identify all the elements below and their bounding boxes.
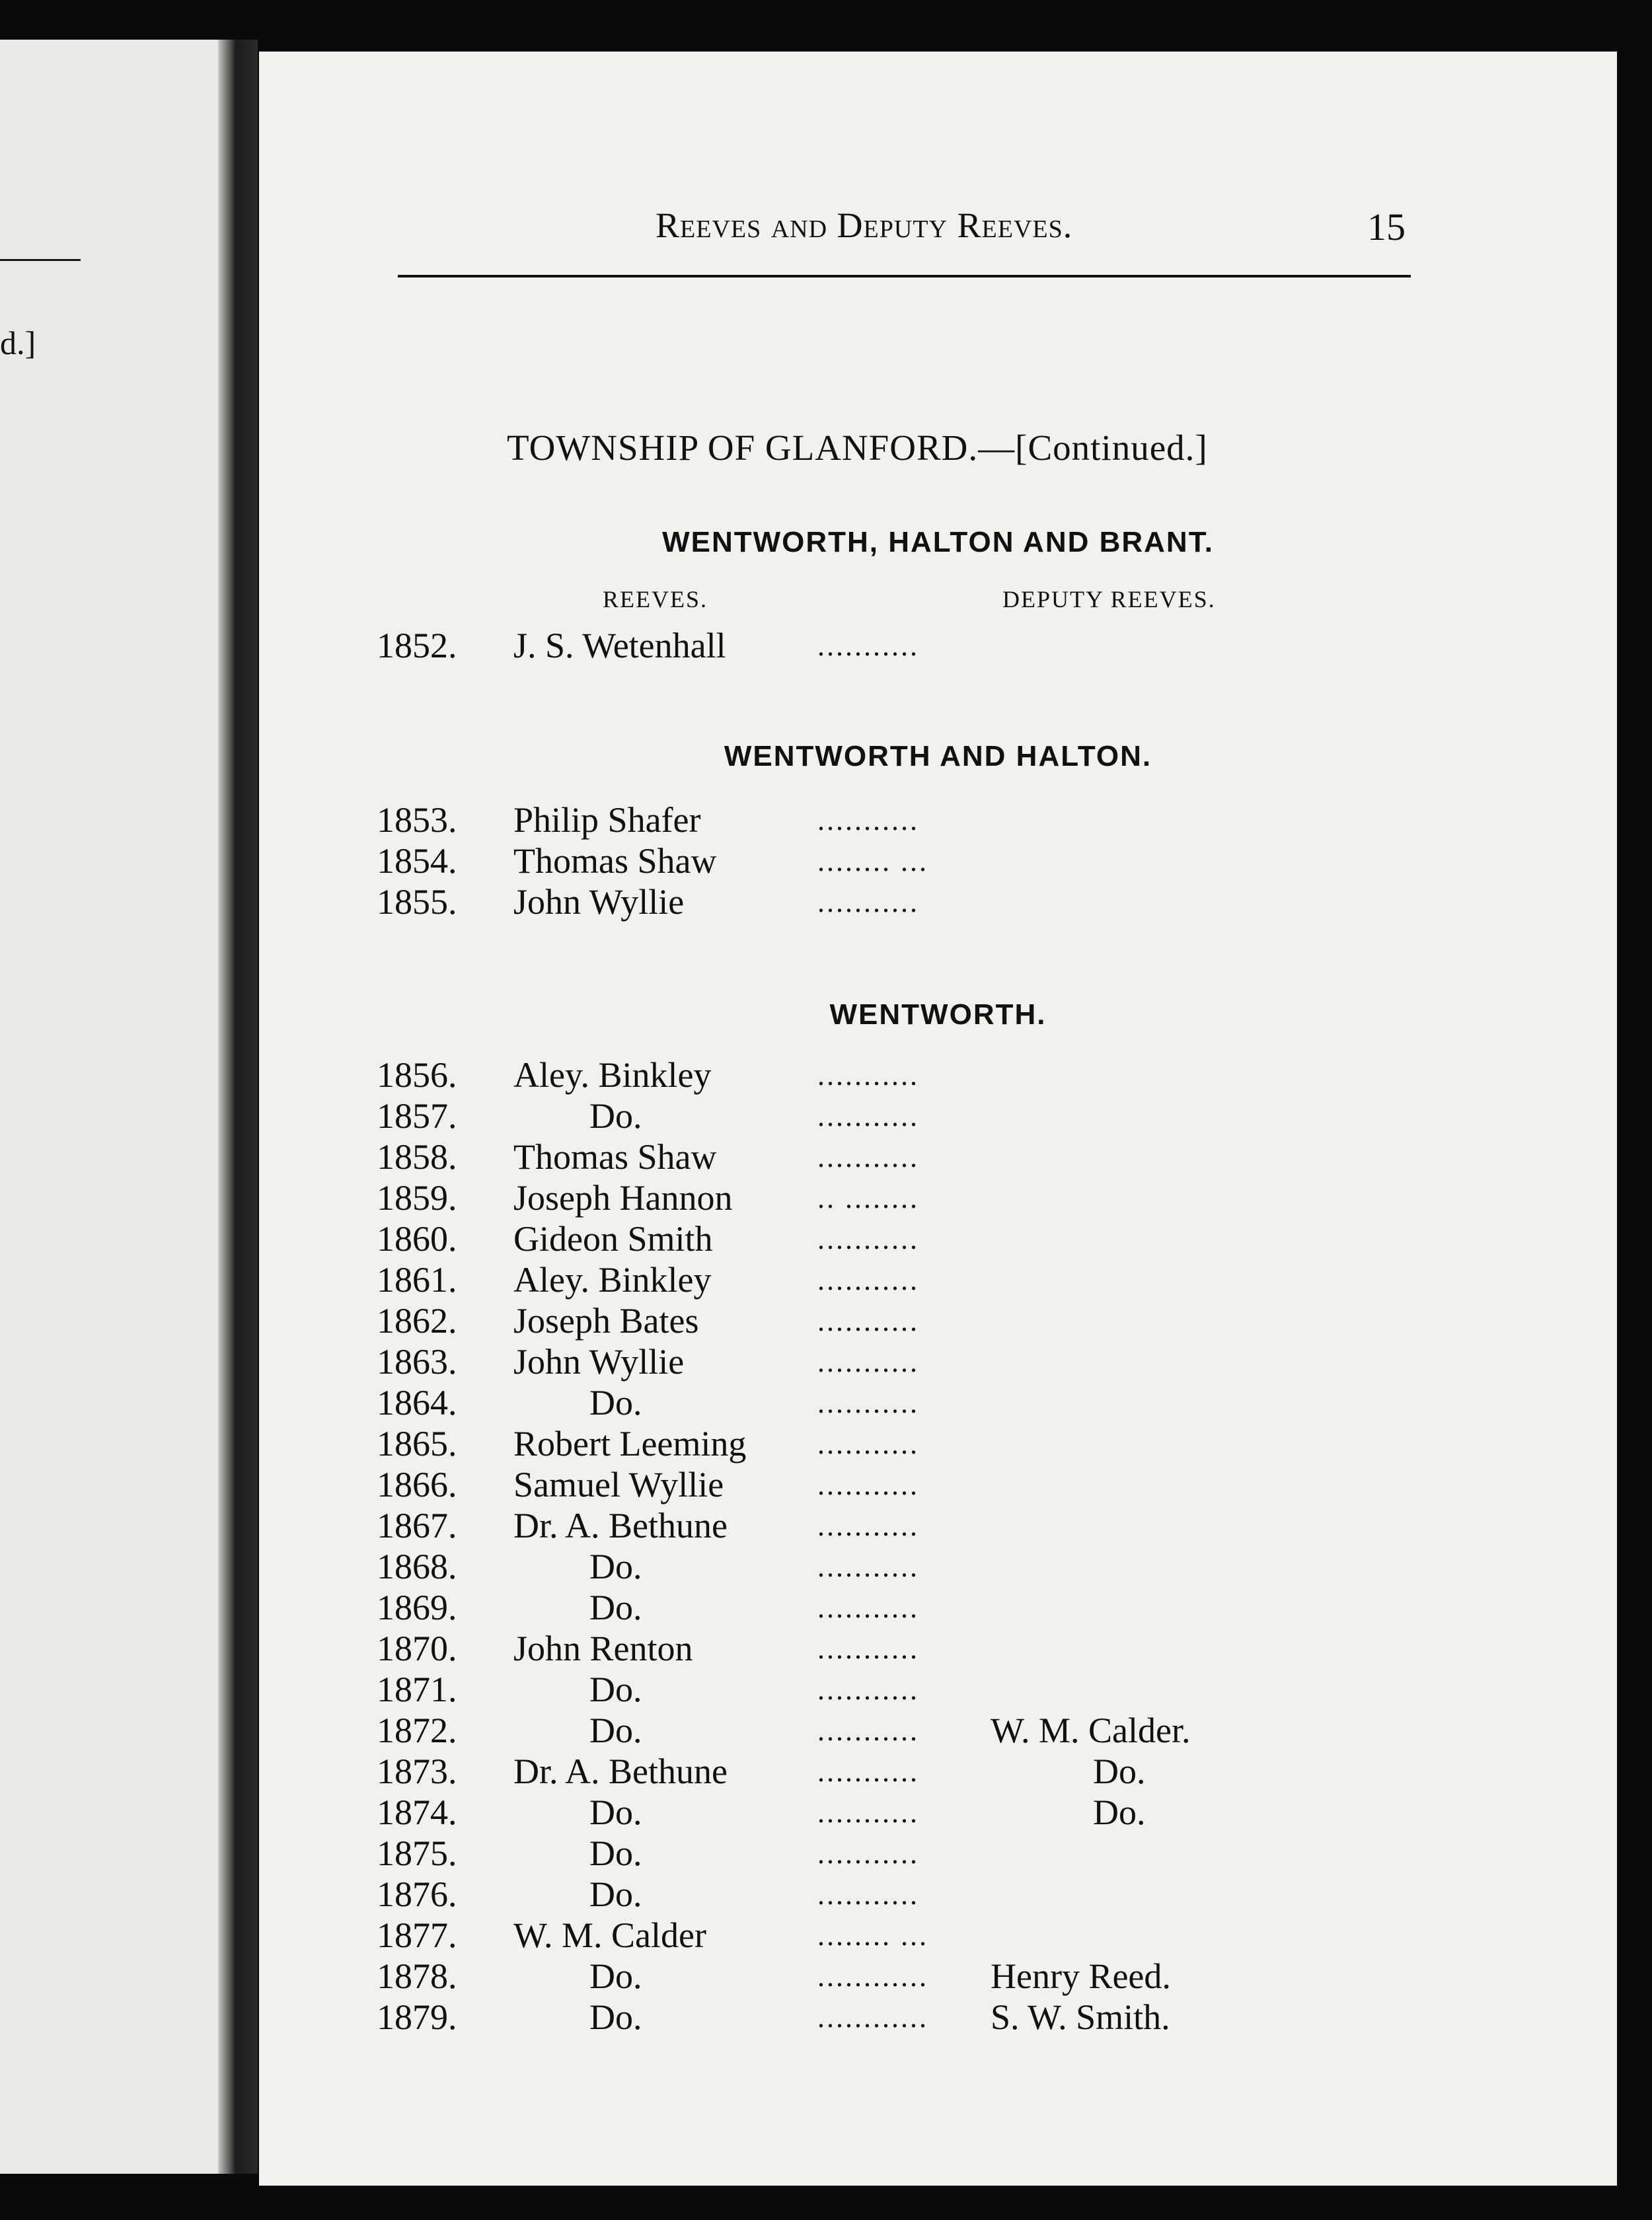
table-row [259,1464,1617,1505]
leader-dots: ........... [817,1469,919,1501]
leader-dots: ........... [817,1223,919,1255]
leader-dots: ........... [817,1510,919,1542]
reeve-name: Do. [589,1096,642,1136]
leader-dots: ........... [817,1141,919,1173]
table-row [259,1177,1617,1218]
leader-dots: ........... [817,804,919,836]
reeve-name: Philip Shafer [513,800,701,840]
year: 1874. [377,1793,457,1832]
reeve-name: Do. [589,1956,642,1996]
running-title: Reeves and Deputy Reeves. [656,205,1073,245]
deputy-reeve-name: S. W. Smith. [991,1997,1170,2037]
year: 1855. [377,882,457,922]
leader-dots: ........ ... [817,1919,928,1952]
leader-dots: ............ [817,2001,928,2034]
year: 1875. [377,1833,457,1873]
table-row [259,840,1617,881]
reeve-name: Do. [589,1711,642,1750]
reeve-name: Samuel Wyllie [513,1465,724,1504]
table-row [259,1669,1617,1710]
year: 1860. [377,1219,457,1259]
leader-dots: ........... [817,1346,919,1378]
table-row [259,1833,1617,1874]
reeve-name: Do. [589,1997,642,2037]
reeve-name: John Wyllie [513,882,685,922]
table-row [259,1136,1617,1177]
leader-dots: ........... [817,1264,919,1296]
book-page [259,52,1617,2186]
reeve-name: Do. [589,1670,642,1709]
reeve-name: John Wyllie [513,1342,685,1382]
year: 1876. [377,1874,457,1914]
table-row [259,1341,1617,1382]
deputy-reeve-name: Do. [1093,1752,1146,1791]
leader-dots: ........... [817,630,919,662]
reeve-name: Do. [589,1874,642,1914]
year: 1858. [377,1137,457,1177]
leader-dots: ........... [817,1551,919,1583]
reeve-name: Robert Leeming [513,1424,747,1463]
year: 1852. [377,626,457,665]
header-rule [398,275,1411,278]
leader-dots: .. ........ [817,1182,919,1214]
table-row [259,1382,1617,1423]
table-row [259,799,1617,840]
district-heading: WENTWORTH AND HALTON. [724,740,1152,772]
leader-dots: ........... [817,1633,919,1665]
reeve-name: Do. [589,1588,642,1627]
deputy-reeve-name: Henry Reed. [991,1956,1171,1996]
table-row [259,1956,1617,1997]
year: 1878. [377,1956,457,1996]
reeve-name: Gideon Smith [513,1219,713,1259]
year: 1865. [377,1424,457,1463]
deputy-reeves-column-heading: DEPUTY REEVES. [1002,586,1216,612]
reeve-name: Joseph Hannon [513,1178,733,1218]
reeve-name: W. M. Calder [513,1915,706,1955]
leader-dots: ........... [817,1878,919,1911]
table-row [259,1054,1617,1095]
reeve-name: Joseph Bates [513,1301,699,1341]
reeve-name: Aley. Binkley [513,1260,712,1300]
leader-dots: ........... [817,1428,919,1460]
reeve-name: Do. [589,1793,642,1832]
leader-dots: ........... [817,1674,919,1706]
year: 1866. [377,1465,457,1504]
table-row [259,625,1617,666]
leader-dots: ........... [817,1305,919,1337]
year: 1871. [377,1670,457,1709]
year: 1862. [377,1301,457,1341]
reeve-name: Do. [589,1547,642,1586]
table-row [259,1792,1617,1833]
table-row [259,1423,1617,1464]
table-row [259,1628,1617,1669]
year: 1857. [377,1096,457,1136]
year: 1867. [377,1506,457,1545]
table-row [259,1710,1617,1751]
year: 1859. [377,1178,457,1218]
year: 1877. [377,1915,457,1955]
leader-dots: ........ ... [817,845,928,877]
leader-dots: ........... [817,1756,919,1788]
deputy-reeve-name: W. M. Calder. [991,1711,1191,1750]
leader-dots: ........... [817,1592,919,1624]
table-row [259,1587,1617,1628]
reeve-name: Do. [589,1383,642,1423]
year: 1869. [377,1588,457,1627]
district-heading: WENTWORTH. [829,998,1047,1031]
facing-page-text-fragment: d.] [0,324,36,361]
year: 1879. [377,1997,457,2037]
leader-dots: ........... [817,886,919,918]
leader-dots: ........... [817,1715,919,1747]
table-row [259,1997,1617,2038]
table-row [259,881,1617,922]
table-row [259,1300,1617,1341]
year: 1870. [377,1629,457,1668]
table-row [259,1218,1617,1259]
table-row [259,1751,1617,1792]
facing-page-rule [0,259,81,261]
page-number: 15 [1367,205,1406,248]
year: 1853. [377,800,457,840]
year: 1868. [377,1547,457,1586]
year: 1863. [377,1342,457,1382]
district-heading: WENTWORTH, HALTON AND BRANT. [662,526,1214,558]
table-row [259,1546,1617,1587]
reeves-column-heading: REEVES. [603,586,708,612]
table-row [259,1505,1617,1546]
year: 1861. [377,1260,457,1300]
year: 1872. [377,1711,457,1750]
reeve-name: John Renton [513,1629,693,1668]
leader-dots: ........... [817,1796,919,1829]
year: 1864. [377,1383,457,1423]
reeve-name: Thomas Shaw [513,1137,717,1177]
leader-dots: ........... [817,1387,919,1419]
leader-dots: ............ [817,1960,928,1993]
reeve-name: Do. [589,1833,642,1873]
year: 1856. [377,1055,457,1095]
leader-dots: ........... [817,1100,919,1132]
table-row [259,1259,1617,1300]
year: 1854. [377,841,457,881]
reeve-name: Aley. Binkley [513,1055,712,1095]
leader-dots: ........... [817,1059,919,1092]
year: 1873. [377,1752,457,1791]
table-row [259,1915,1617,1956]
deputy-reeve-name: Do. [1093,1793,1146,1832]
reeve-name: Dr. A. Bethune [513,1752,728,1791]
reeve-name: J. S. Wetenhall [513,626,726,665]
table-row [259,1874,1617,1915]
reeve-name: Thomas Shaw [513,841,717,881]
leader-dots: ........... [817,1837,919,1870]
table-row [259,1095,1617,1136]
book-gutter [218,40,258,2174]
reeve-name: Dr. A. Bethune [513,1506,728,1545]
page-title: TOWNSHIP OF GLANFORD.—[Continued.] [507,427,1208,468]
